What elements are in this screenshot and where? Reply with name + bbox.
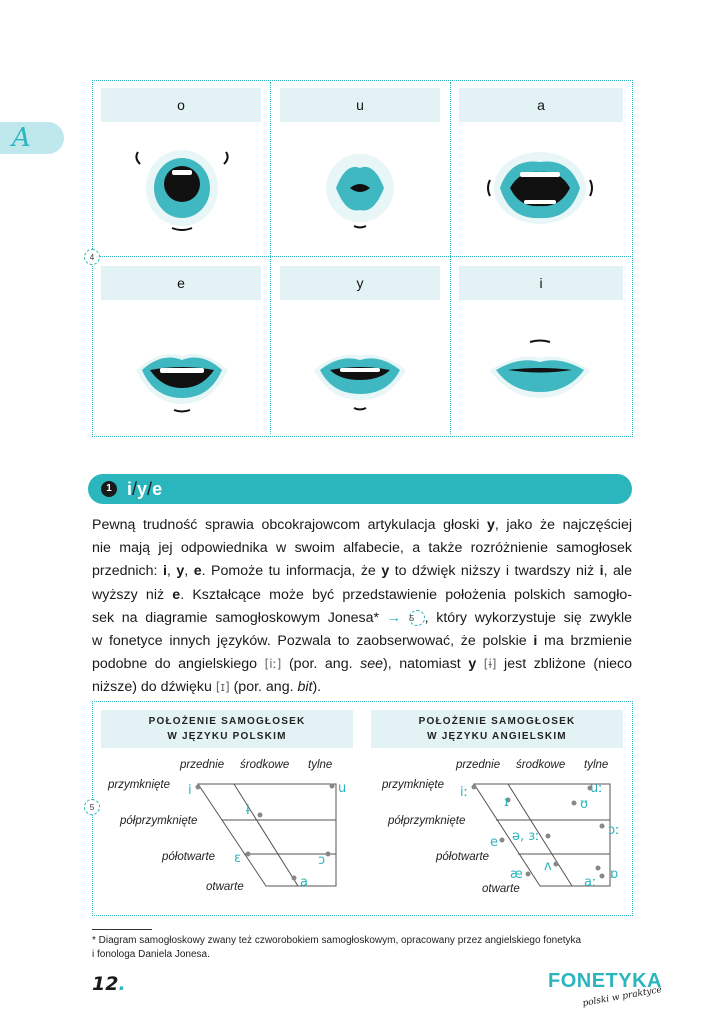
mouth-y-image: [314, 355, 406, 410]
col-back-label: tylne: [308, 759, 333, 771]
mouth-label-a: a: [459, 88, 623, 122]
vowel-ae: æ: [510, 867, 523, 882]
paragraph-line: nie mają jej odpowiednika w swoim alfabecie, a także rozróżnienie samogłosek: [92, 540, 632, 557]
paragraph-line: podobne do angielskiego [iː] (por. ang. see), natomiast y [ɨ] jest zbliżone (nieco: [92, 656, 632, 673]
paragraph-line: Pewną trudność sprawia obcokrajowcom artykulacja głoski y, jako że najczęściej: [92, 517, 632, 533]
row-close-label: przymknięte: [108, 779, 170, 791]
paragraph-line: sek na diagramie samogłoskowym Jonesa* → 5 , który wykorzystuje się zwykle: [92, 609, 632, 626]
mouth-e-image: [136, 354, 228, 412]
paragraph-line: wyższy niż e. Kształcące może być przedstawienie położenia polskich samogło-: [92, 586, 632, 603]
book-logo-subtitle: polski w praktyce: [581, 985, 663, 1009]
vowel-u: u: [338, 781, 347, 796]
vowel-long-o: ɔː: [608, 823, 620, 838]
paragraph-line: przednich: i, y, e. Pomoże tu informacja, że y to dźwięk niższy i twardszy niż i, ale: [92, 563, 632, 580]
english-diagram-title: POŁOŻENIE SAMOGŁOSEK W JĘZYKU ANGIELSKIM: [371, 710, 623, 748]
row-closemid-label: półprzymknięte: [120, 815, 198, 827]
vowel-long-u: uː: [590, 781, 603, 796]
arrow-icon: →: [386, 609, 401, 626]
mouth-illustrations: [92, 80, 633, 437]
mouth-o-image: [136, 150, 227, 230]
mouth-label-u: u: [280, 88, 440, 122]
vowel-long-i: iː: [460, 785, 468, 800]
english-vowel-chart: [374, 748, 626, 908]
figure-marker: 4: [84, 249, 100, 265]
section-heading-bar: [88, 474, 632, 504]
mouth-i-image: [490, 341, 590, 399]
vowel-long-a: aː: [584, 875, 597, 890]
row-open-label: otwarte: [206, 881, 244, 893]
col-central-label: środkowe: [240, 759, 290, 771]
chapter-letter: A: [12, 123, 31, 153]
mouth-label-y: y: [280, 266, 440, 300]
footnote-rule: [92, 929, 152, 930]
chapter-tab: [0, 122, 64, 154]
vowel-e: ɛ: [234, 851, 242, 866]
mouth-label-e: e: [101, 266, 261, 300]
book-logo: FONETYKA: [548, 970, 662, 992]
vowel-short-u: ʊ: [580, 797, 589, 812]
col-front-label: przednie: [180, 759, 225, 771]
row-openmid-label: półotwarte: [436, 851, 490, 863]
mouth-label-i: i: [459, 266, 623, 300]
body-paragraph: [92, 514, 632, 700]
cross-reference[interactable]: 5: [409, 610, 425, 626]
mouth-a-image: [488, 152, 592, 224]
row-openmid-label: półotwarte: [162, 851, 216, 863]
vowel-short-o: ɒ: [610, 867, 619, 882]
vowel-a: a: [300, 875, 308, 890]
paragraph-line: w fonetyce innych języków. Pozwala to zaobserwować, że polskie i ma brzmienie: [92, 633, 632, 650]
section-number: 1: [101, 481, 117, 497]
vowel-schwa: ə, ɜː: [512, 829, 540, 844]
footnote: * Diagram samogłoskowy zwany też czworobokiem samogłoskowym, opracowany przez angielskiego fonetyka i fonologa Daniela Jonesa.: [92, 935, 582, 960]
vowel-y: ɨ: [246, 803, 250, 818]
col-back-label: tylne: [584, 759, 609, 771]
paragraph-line: niższe) do dźwięku [ɪ] (por. ang. bit).: [92, 679, 322, 696]
vowel-i: i: [188, 783, 192, 798]
polish-vowel-chart: [100, 748, 362, 908]
trapezoid: [198, 784, 336, 886]
col-central-label: środkowe: [516, 759, 566, 771]
page-number: 12.: [92, 973, 126, 995]
col-front-label: przednie: [456, 759, 501, 771]
row-closemid-label: półprzymknięte: [388, 815, 466, 827]
row-open-label: otwarte: [482, 883, 520, 895]
vowel-e: e: [490, 835, 498, 850]
vowel-wedge: ʌ: [544, 859, 552, 874]
mouth-u-image: [326, 154, 394, 228]
vowel-o: ɔ: [318, 853, 326, 868]
vowel-short-i: ɪ: [504, 795, 509, 810]
section-title: i/y/e: [127, 479, 163, 499]
row-close-label: przymknięte: [382, 779, 444, 791]
figure-marker-5: 5: [84, 799, 100, 815]
mouth-label-o: o: [101, 88, 261, 122]
polish-diagram-title: POŁOŻENIE SAMOGŁOSEK W JĘZYKU POLSKIM: [101, 710, 353, 748]
